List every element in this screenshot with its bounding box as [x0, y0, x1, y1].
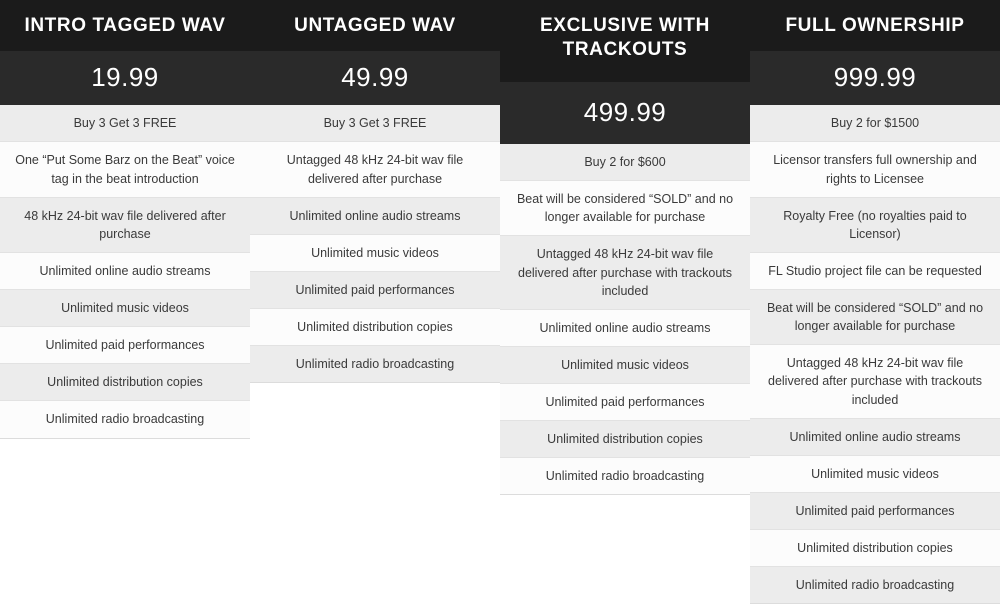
pricing-plan-full-ownership[interactable]: [750, 0, 1000, 604]
feature-item: Royalty Free (no royalties paid to Licensor): [750, 198, 1000, 253]
feature-item: Untagged 48 kHz 24-bit wav file delivered after purchase with trackouts included: [750, 345, 1000, 418]
feature-item: Buy 2 for $1500: [750, 105, 1000, 142]
plan-title: INTRO TAGGED WAV: [24, 15, 226, 36]
plan-price: 49.99: [341, 61, 409, 92]
feature-item: Unlimited radio broadcasting: [0, 401, 250, 438]
feature-item: Unlimited online audio streams: [750, 419, 1000, 456]
plan-header: [0, 0, 250, 51]
feature-item: Buy 2 for $600: [500, 144, 750, 181]
feature-item: FL Studio project file can be requested: [750, 253, 1000, 290]
feature-item: Beat will be considered “SOLD” and no longer available for purchase: [750, 290, 1000, 345]
feature-item: Licensor transfers full ownership and rights to Licensee: [750, 142, 1000, 197]
plan-header: [500, 0, 750, 82]
feature-item: Unlimited online audio streams: [0, 253, 250, 290]
plan-title: FULL OWNERSHIP: [785, 15, 965, 36]
feature-item: One “Put Some Barz on the Beat” voice tag in the beat introduction: [0, 142, 250, 197]
plan-price: 999.99: [833, 61, 917, 92]
plan-feature-list: [250, 105, 500, 383]
plan-title: EXCLUSIVE WITH TRACKOUTS: [540, 15, 710, 60]
feature-item: Unlimited radio broadcasting: [500, 458, 750, 495]
plan-title: UNTAGGED WAV: [294, 15, 456, 36]
plan-feature-list: [500, 144, 750, 495]
feature-item: Untagged 48 kHz 24-bit wav file delivered after purchase: [250, 142, 500, 197]
feature-item: Unlimited paid performances: [0, 327, 250, 364]
plan-price: 19.99: [91, 61, 159, 92]
plan-price-box: [500, 82, 750, 145]
feature-item: Unlimited distribution copies: [750, 530, 1000, 567]
feature-item: Unlimited online audio streams: [500, 310, 750, 347]
plan-price: 499.99: [583, 96, 667, 127]
plan-price-box: [0, 51, 250, 106]
feature-item: Unlimited music videos: [500, 347, 750, 384]
plan-price-box: [250, 51, 500, 106]
feature-item: Unlimited music videos: [0, 290, 250, 327]
plan-price-box: [750, 51, 1000, 106]
feature-item: 48 kHz 24-bit wav file delivered after purchase: [0, 198, 250, 253]
feature-item: Unlimited radio broadcasting: [250, 346, 500, 383]
feature-item: Buy 3 Get 3 FREE: [250, 105, 500, 142]
feature-item: Unlimited music videos: [250, 235, 500, 272]
feature-item: Unlimited distribution copies: [250, 309, 500, 346]
plan-feature-list: [0, 105, 250, 438]
pricing-plan-exclusive-with-trackouts[interactable]: [500, 0, 750, 495]
plan-header: [750, 0, 1000, 51]
feature-item: Untagged 48 kHz 24-bit wav file delivered after purchase with trackouts included: [500, 236, 750, 309]
feature-item: Unlimited paid performances: [750, 493, 1000, 530]
feature-item: Buy 3 Get 3 FREE: [0, 105, 250, 142]
plan-header: [250, 0, 500, 51]
feature-item: Unlimited radio broadcasting: [750, 567, 1000, 604]
feature-item: Unlimited music videos: [750, 456, 1000, 493]
pricing-plan-intro-tagged-wav[interactable]: [0, 0, 250, 439]
feature-item: Unlimited online audio streams: [250, 198, 500, 235]
feature-item: Unlimited distribution copies: [500, 421, 750, 458]
pricing-plan-untagged-wav[interactable]: [250, 0, 500, 383]
plan-feature-list: [750, 105, 1000, 604]
feature-item: Beat will be considered “SOLD” and no longer available for purchase: [500, 181, 750, 236]
feature-item: Unlimited distribution copies: [0, 364, 250, 401]
feature-item: Unlimited paid performances: [250, 272, 500, 309]
feature-item: Unlimited paid performances: [500, 384, 750, 421]
